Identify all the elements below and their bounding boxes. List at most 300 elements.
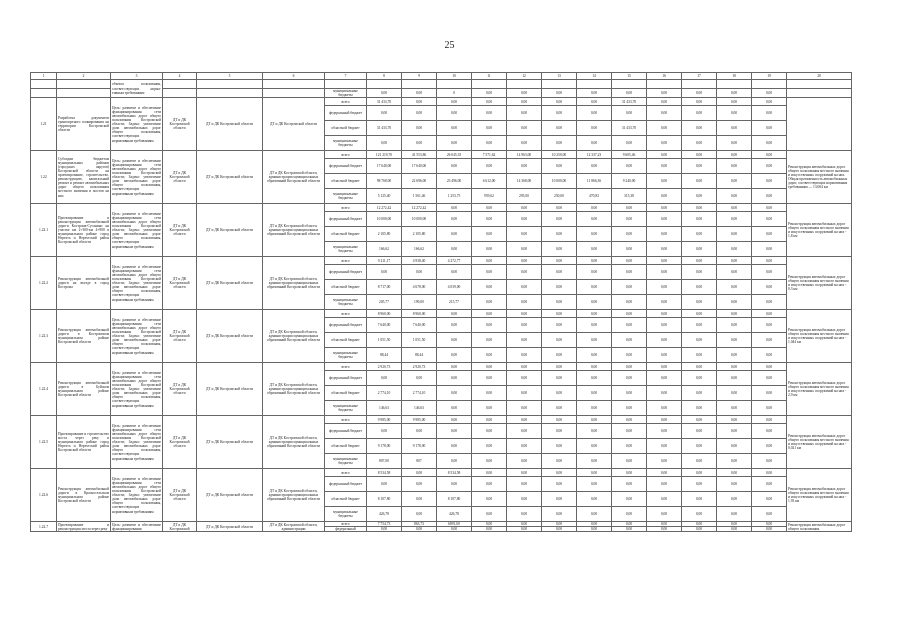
value-cell: 0,00 [682,189,717,204]
value-cell: 0,00 [437,227,472,242]
value-cell: 0,00 [717,492,752,507]
value-cell: 0,00 [682,454,717,469]
source-cell: муниципальные бюджеты [325,242,367,257]
value-cell: 0,00 [647,151,682,159]
value-cell: 0,00 [717,89,752,98]
value-cell: 0,00 [402,106,437,121]
empty-cell [787,89,852,98]
value-cell: 0,00 [437,212,472,227]
value-cell: 10 250,00 [542,151,577,159]
value-cell: 146,63 [367,401,402,416]
value-cell: 0,00 [752,424,787,439]
value-cell [367,80,402,89]
value-cell: 98 768,00 [367,174,402,189]
value-cell: 0,00 [577,527,612,532]
value-cell: 0,00 [682,280,717,295]
value-cell: 88,44 [367,348,402,363]
value-cell: 0,00 [472,492,507,507]
empty-cell [163,89,197,98]
event-name: Реконструкция автомобильной дороги в Красносельском муниципальном районе Костромской области [57,469,111,522]
value-cell: 2 920,73 [367,363,402,371]
value-cell: 0,00 [367,477,402,492]
customer-cell: ДТ и ДК Костромской области [197,204,263,257]
value-cell: 0,00 [577,401,612,416]
source-cell: муниципальные бюджеты [325,507,367,522]
source-cell: федеральный бюджет [325,265,367,280]
value-cell: 0,00 [752,477,787,492]
value-cell: 0,00 [577,265,612,280]
table-row [31,80,852,89]
value-cell: 146,63 [402,401,437,416]
value-cell: 0,00 [752,469,787,477]
value-cell: 0,00 [682,348,717,363]
value-cell: 0,00 [717,348,752,363]
value-cell: 0,00 [507,527,542,532]
value-cell: 0,00 [472,469,507,477]
table-row [31,257,852,265]
value-cell: 0,00 [472,265,507,280]
value-cell: 0,00 [472,371,507,386]
value-cell: 0,00 [647,89,682,98]
value-cell: 0,00 [647,159,682,174]
row-number: 1.22.4 [31,363,57,416]
value-cell: 0,00 [577,439,612,454]
value-cell: 0,00 [542,333,577,348]
value-cell: 0,00 [717,227,752,242]
source-cell: областной бюджет [325,121,367,136]
value-cell: 0,00 [577,386,612,401]
value-cell: 1 561,46 [402,189,437,204]
value-cell: 0,00 [507,257,542,265]
header-cell: 19 [752,73,787,80]
recipient-cell: ДТ и ДК Костромской области, администрации муниципальных образований Костромской области [263,204,325,257]
goal-cell: Цель: развитие и обеспечение функционирования сети автомобильных дорог общего пользования Костромской области; Задача: увеличение доли автомобильных дорог общего пользования, соответствующих нормативным требованиям [111,204,163,257]
value-cell: 0,00 [472,477,507,492]
value-cell: 0,00 [507,265,542,280]
value-cell: 0,00 [647,265,682,280]
value-cell: 0,00 [752,318,787,333]
value-cell: 0,00 [437,318,472,333]
value-cell: 0,00 [472,89,507,98]
header-cell: 11 [472,73,507,80]
event-name: Проектирование и реконструкция моста через реку [58,522,109,531]
value-cell: 0,00 [507,371,542,386]
value-cell: 0,00 [612,507,647,522]
value-cell: 0,00 [577,363,612,371]
value-cell: 0,00 [507,507,542,522]
value-cell: 0,00 [472,522,507,527]
value-cell: 0,00 [577,227,612,242]
executor-cell: ДТ и ДК Костромской области [163,416,197,469]
value-cell: 0,00 [752,159,787,174]
value-cell [437,80,472,89]
source-cell: всего [325,469,367,477]
source-cell: федеральный бюджет [325,318,367,333]
value-cell: 470,83 [577,189,612,204]
value-cell: 0,00 [717,522,752,527]
empty-cell [197,89,263,98]
value-cell: 4 039,00 [437,280,472,295]
value-cell: 0,00 [612,439,647,454]
value-cell: 0,00 [612,242,647,257]
value-cell: 0,00 [577,242,612,257]
value-cell: 0,00 [682,318,717,333]
value-cell: 0,00 [752,280,787,295]
value-cell: 0,00 [472,204,507,212]
value-cell: 0,00 [717,98,752,106]
value-cell: 0,00 [612,136,647,151]
value-cell: 0,00 [472,348,507,363]
value-cell: 0,00 [647,386,682,401]
value-cell: 0,00 [542,522,577,527]
value-cell: 0,00 [752,98,787,106]
source-cell: областной бюджет [325,227,367,242]
value-cell: 7 571,62 [472,151,507,159]
recipient-cell: ДТ и ДК Костромской области, администрации [263,522,325,532]
value-cell: 2 105,80 [402,227,437,242]
value-cell: 0,00 [647,204,682,212]
value-cell: 10 000,00 [542,174,577,189]
value-cell: 0,00 [542,386,577,401]
value-cell: 0,00 [367,527,402,532]
value-cell: 0,00 [577,204,612,212]
value-cell: 0,00 [577,348,612,363]
source-cell: муниципальные бюджеты [325,189,367,204]
value-cell: 0,00 [752,348,787,363]
table-row [31,469,852,477]
source-cell: муниципальные бюджеты [325,401,367,416]
value-cell: 0,00 [507,159,542,174]
value-cell: 0,00 [507,469,542,477]
value-cell: 0,00 [717,212,752,227]
value-cell: 0,00 [752,492,787,507]
value-cell: 0,00 [542,106,577,121]
value-cell: 17 640,00 [402,159,437,174]
value-cell: 0,00 [752,151,787,159]
value-cell: 0,00 [542,527,577,532]
value-cell: 0,00 [472,257,507,265]
value-cell: 0,00 [647,189,682,204]
value-cell: 0,00 [402,371,437,386]
value-cell: 0,00 [507,136,542,151]
value-cell: 0,00 [752,416,787,424]
value-cell: 0,00 [472,310,507,318]
value-cell: 0,00 [472,212,507,227]
value-cell: 0,00 [647,333,682,348]
value-cell: 0,00 [542,348,577,363]
table-row [31,310,852,318]
value-cell: 0,00 [472,439,507,454]
value-cell: 0,00 [717,318,752,333]
value-cell: 0,00 [367,371,402,386]
value-cell: 8 534,58 [367,469,402,477]
empty-cell [31,80,57,89]
value-cell: 0,00 [752,454,787,469]
header-cell: 14 [577,73,612,80]
recipient-cell: ДТ и ДК Костромской области, администрации муниципальных образований Костромской области [263,310,325,363]
value-cell: 0,00 [437,98,472,106]
event-name: Реконструкция автомобильной дороги на въезде в город Кострома [57,257,111,310]
value-cell: 0,00 [752,242,787,257]
budget-table-frame [30,72,847,632]
value-cell: 0,00 [647,295,682,310]
header-cell: 4 [163,73,197,80]
source-cell: всего [325,98,367,106]
value-cell: 0,00 [752,386,787,401]
value-cell: 0,00 [542,507,577,522]
header-cell: 10 [437,73,472,80]
empty-cell [57,89,111,98]
executor-cell: ДТ и ДК Костромской области [163,257,197,310]
value-cell: 0,00 [717,416,752,424]
customer-cell: ДТ и ДК Костромской области [197,363,263,416]
goal-cell: Цель: развитие и обеспечение функционирования сети автомобильных дорог общего пользования Костромской области; Задача: увеличение доли автомобильных дорог общего пользования, соответствующих нормативным требованиям [111,363,163,416]
value-cell: 31 433,70 [612,98,647,106]
value-cell: 0,00 [612,257,647,265]
value-cell: 807 [402,454,437,469]
result-note: Реконструкция автомобильных дорог общего пользования местного значения и искусственных сооружений на них - 1,044 км [787,310,852,363]
value-cell: 0,00 [717,174,752,189]
row-number: 1.22 [31,151,57,204]
value-cell: 0,00 [682,212,717,227]
value-cell: 0,00 [717,477,752,492]
event-name: Реконструкция автомобильной дороги в Костромском муниципальном районе Костромской области [57,310,111,363]
customer-cell: ДТ и ДК Костромской области [197,257,263,310]
value-cell: 0,00 [542,439,577,454]
value-cell: 863,73 [402,522,437,527]
value-cell: 295,00 [507,189,542,204]
value-cell: 0,00 [542,265,577,280]
value-cell: 0,00 [647,310,682,318]
result-note [787,98,852,151]
value-cell: 121 219,70 [367,151,402,159]
value-cell: 0,00 [717,257,752,265]
value-cell: 0,00 [542,242,577,257]
value-cell: 0,00 [647,318,682,333]
source-cell: всего [325,416,367,424]
value-cell: 0,00 [542,477,577,492]
value-cell [717,80,752,89]
value-cell: 0,00 [612,333,647,348]
recipient-cell: ДТ и ДК Костромской области, администрации муниципальных образований Костромской области [263,151,325,204]
goal-cell: Цель: развитие и обеспечение функционирования сети автомобильных дорог общего пользования Костромской области; Задача: увеличение доли автомобильных дорог общего пользования, соответствующих нормативным требованиям [111,310,163,363]
value-cell: 0,00 [542,310,577,318]
source-cell [325,80,367,89]
row-number: 1.21 [31,98,57,151]
value-cell [577,80,612,89]
source-cell: областной бюджет [325,174,367,189]
value-cell: 0,00 [647,492,682,507]
value-cell: 166,62 [367,242,402,257]
value-cell: 0,00 [682,371,717,386]
value-cell: 0,00 [542,257,577,265]
value-cell: 0,00 [752,136,787,151]
value-cell: 0,00 [437,371,472,386]
value-cell: 0,00 [717,386,752,401]
header-cell: 13 [542,73,577,80]
value-cell: 0,00 [682,424,717,439]
value-cell: 0,00 [647,454,682,469]
empty-cell [263,80,325,89]
value-cell: 0,00 [367,106,402,121]
value-cell: 0,00 [472,121,507,136]
goal-cell: Цель: развитие и обеспечение функционирования сети автомобильных дорог общего пользования Костромской области; Задача: увеличение доли автомобильных дорог общего пользования, соответствующих нормативным требованиям [111,151,163,204]
value-cell: 0,00 [507,227,542,242]
value-cell: 2 920,73 [402,363,437,371]
value-cell: 0,00 [507,89,542,98]
value-cell: 0,00 [542,424,577,439]
header-row [31,73,852,80]
row-number: 1.22.6 [31,469,57,522]
table-row [31,363,852,371]
value-cell: 0,00 [472,386,507,401]
customer-cell: ДТ и ДК Костромской области [197,151,263,204]
value-cell: 426,78 [367,507,402,522]
row-number: 1.22.3 [31,310,57,363]
value-cell: 959,62 [472,189,507,204]
value-cell: 0,00 [647,522,682,527]
value-cell: 0,00 [437,242,472,257]
executor-cell: ДТ и ДК Костромской области [163,204,197,257]
value-cell: 4 938,40 [402,257,437,265]
value-cell: 5 125,40 [367,189,402,204]
result-note: Реконструкция автомобильных дорог общего пользования местного значения и искусственных сооружений на них - 0,021 км [787,416,852,469]
value-cell: 0,00 [472,454,507,469]
customer-cell: ДТ и ДК Костромской области [197,98,263,151]
header-cell: 6 [263,73,325,80]
value-cell: 166,62 [402,242,437,257]
customer-cell: ДТ и ДК Костромской области [197,522,263,532]
value-cell: 1 051,50 [367,333,402,348]
value-cell: 9 240,00 [612,174,647,189]
value-cell: 0,00 [752,89,787,98]
value-cell: 0,00 [542,227,577,242]
value-cell: 0,00 [647,363,682,371]
executor-cell: ДТ и ДК Костромской области [163,363,197,416]
value-cell [682,80,717,89]
source-cell: муниципальные бюджеты [325,136,367,151]
value-cell: 0,00 [647,401,682,416]
value-cell: 0,00 [752,189,787,204]
value-cell: 0,00 [472,527,507,532]
value-cell: 1 051,50 [402,333,437,348]
value-cell: 0,00 [577,98,612,106]
value-cell: 0,00 [717,280,752,295]
value-cell: 0,00 [717,454,752,469]
value-cell: 2 774,10 [367,386,402,401]
recipient-cell: ДТ и ДК Костромской области, администрации муниципальных образований Костромской области [263,257,325,310]
value-cell: 0,00 [682,174,717,189]
value-cell: 0,00 [437,159,472,174]
goal-cell: Цель: развитие и обеспечение функционирования сети автомобильных дорог общего пользования Костромской области; Задача: увеличение доли автомобильных дорог общего пользования, соответствующих нормативным требованиям [111,416,163,469]
header-cell: 2 [57,73,111,80]
value-cell: 0,00 [682,295,717,310]
event-name: Субсидии бюджетам муниципальных районов (городских округов) Костромской области на проектирование, строительство, реконструкцию, капитальный ремонт и ремонт автомобильных дорог общего пользования местного значения и мостов на них [57,151,111,204]
value-cell: 0,00 [367,424,402,439]
value-cell: 0,00 [647,348,682,363]
value-cell: 0,00 [717,121,752,136]
value-cell: 0,00 [472,363,507,371]
value-cell: 0,00 [682,363,717,371]
value-cell: 0,00 [647,257,682,265]
value-cell: 0,00 [577,89,612,98]
value-cell: 8 107,80 [367,492,402,507]
goal-cell: Цель: развитие и обеспечение функционирования сети автомобильных дорог общего пользования Костромской области; Задача: увеличение доли автомобильных дорог общего пользования, соответствующих нормативным требованиям [111,257,163,310]
value-cell: 0,00 [542,295,577,310]
value-cell: 0,00 [402,121,437,136]
result-note: Реконструкция автомобильных дорог общего пользования местного значения и искусственных сооружений на них - 0,3 км [787,257,852,310]
value-cell: 0,00 [612,204,647,212]
value-cell: 0,00 [752,212,787,227]
value-cell: 0,00 [647,280,682,295]
value-cell: 0,00 [437,527,472,532]
value-cell: 0,00 [437,386,472,401]
value-cell: 0,00 [752,227,787,242]
value-cell: 0,00 [612,401,647,416]
value-cell: 0,00 [437,416,472,424]
header-cell: 5 [197,73,263,80]
value-cell: 0,00 [437,439,472,454]
recipient-cell: ДТ и ДК Костромской области, администрации муниципальных образований Костромской области [263,416,325,469]
value-cell: 0,00 [542,454,577,469]
value-cell: 0,00 [752,401,787,416]
value-cell: 0,00 [682,257,717,265]
value-cell: 0,00 [612,280,647,295]
value-cell: 0,00 [507,333,542,348]
value-cell: 41 553,86 [402,151,437,159]
value-cell: 0,00 [507,348,542,363]
value-cell: 0,00 [507,439,542,454]
value-cell: 0 [437,89,472,98]
value-cell: 0,00 [752,522,787,527]
value-cell: 0,00 [542,159,577,174]
value-cell: 0,00 [647,106,682,121]
result-note: Реконструкция автомобильных дорог общего пользования [787,522,852,532]
value-cell: 9 178,00 [402,439,437,454]
value-cell: 0,00 [472,333,507,348]
value-cell: 0,00 [647,527,682,532]
value-cell: 0,00 [647,439,682,454]
value-cell: 0,00 [647,174,682,189]
value-cell: 0,00 [577,477,612,492]
source-cell: областной бюджет [325,439,367,454]
value-cell: 0,00 [507,416,542,424]
value-cell: 6891,00 [437,522,472,527]
header-cell: 12 [507,73,542,80]
value-cell: 9 985,00 [367,416,402,424]
value-cell: 0,00 [507,424,542,439]
value-cell: 0,00 [507,454,542,469]
value-cell: 0,00 [717,371,752,386]
value-cell: 0,00 [682,98,717,106]
value-cell: 0,00 [717,363,752,371]
customer-cell: ДТ и ДК Костромской области [197,416,263,469]
event-name: Реконструкция автомобильной дороги в Буйском муниципальном районе Костромской области [57,363,111,416]
value-cell: 0,00 [577,121,612,136]
value-cell: 0,00 [577,416,612,424]
empty-cell [263,89,325,98]
source-cell: всего [325,204,367,212]
row-number: 1.22.2 [31,257,57,310]
value-cell: 0,00 [717,159,752,174]
value-cell: 0,00 [682,151,717,159]
value-cell: 0,00 [542,98,577,106]
value-cell: 0,00 [507,401,542,416]
value-cell: 0,00 [577,469,612,477]
header-cell: 1 [31,73,57,80]
value-cell: 0,00 [717,204,752,212]
executor-cell: ДТ и ДК Костромской [163,522,197,532]
